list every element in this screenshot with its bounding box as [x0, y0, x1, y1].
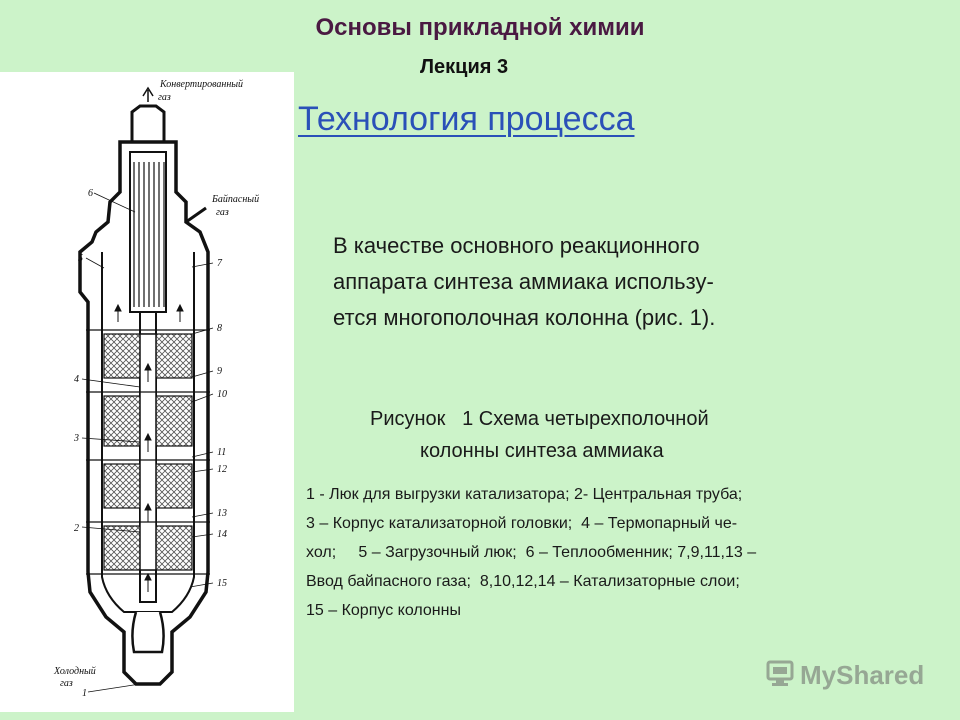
converted-gas-label-2: газ — [158, 92, 171, 103]
section-title-link[interactable]: Технология процесса — [298, 100, 635, 138]
label-number-11: 11 — [217, 447, 227, 458]
label-number-6: 6 — [88, 188, 93, 199]
figure-caption-line-1: Рисунок 1 Схема четырехполочной — [370, 408, 709, 430]
label-number-9: 9 — [217, 366, 222, 377]
legend-line: 15 – Корпус колонны — [306, 602, 461, 619]
converted-gas-arrow — [143, 88, 153, 102]
label-number-2: 2 — [74, 523, 79, 534]
watermark — [766, 657, 926, 693]
intro-line: В качестве основного реакционного — [333, 233, 700, 258]
label-number-3: 3 — [74, 433, 79, 444]
label-number-4: 4 — [74, 374, 79, 385]
legend-line: Ввод байпасного газа; 8,10,12,14 – Катализаторные слои; — [306, 573, 740, 590]
watermark-text: MyShared — [800, 659, 925, 690]
figure-legend — [306, 480, 946, 625]
bypass-gas-label-2: газ — [216, 207, 229, 218]
cold-gas-label-2: газ — [60, 678, 73, 689]
bypass-gas-label-1: Байпасный — [212, 194, 260, 205]
converted-gas-label-1: Конвертированный — [160, 79, 244, 90]
lecture-title: Лекция 3 — [420, 56, 509, 78]
cold-gas-label-1: Холодный — [54, 666, 96, 677]
legend-line: 3 – Корпус катализаторной головки; 4 – Термопарный че- — [306, 515, 738, 532]
label-number-15: 15 — [217, 578, 227, 589]
label-number-1: 1 — [82, 688, 87, 699]
label-number-14: 14 — [217, 529, 227, 540]
intro-line: ется многополочная колонна (рис. 1). — [333, 305, 716, 330]
column-diagram — [0, 72, 294, 712]
figure-caption-line-2: колонны синтеза аммиака — [420, 440, 664, 462]
label-number-8: 8 — [217, 323, 222, 334]
intro-paragraph — [333, 228, 893, 336]
intro-line: аппарата синтеза аммиака использу- — [333, 269, 714, 294]
legend-line: 1 - Люк для выгрузки катализатора; 2- Центральная труба; — [306, 486, 743, 503]
label-number-7: 7 — [217, 258, 222, 269]
legend-line: хол; 5 – Загрузочный люк; 6 – Теплообменник; 7,9,11,13 – — [306, 544, 757, 561]
course-title: Основы прикладной химии — [315, 14, 645, 41]
label-number-5: 5 — [78, 253, 83, 264]
label-number-13: 13 — [217, 508, 227, 519]
monitor-icon — [766, 658, 796, 693]
label-number-12: 12 — [217, 464, 227, 475]
label-number-10: 10 — [217, 389, 227, 400]
